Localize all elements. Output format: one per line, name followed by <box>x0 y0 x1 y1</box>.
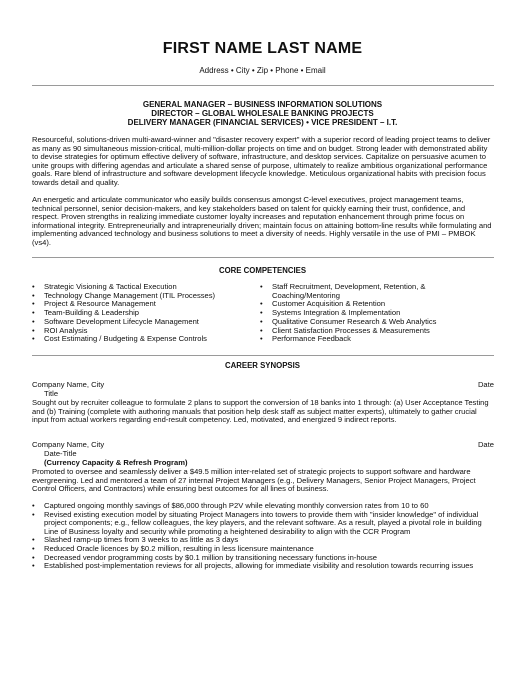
competency-item: • Performance Feedback <box>260 335 470 344</box>
achievement-item: • Reduced Oracle licences by $0.2 million, resulting in less licensure maintenance <box>32 545 494 554</box>
target-title: DELIVERY MANAGER (FINANCIAL SERVICES) • VICE PRESIDENT – I.T. <box>127 118 398 127</box>
competency-item: • Cost Estimating / Budgeting & Expense Controls <box>32 335 254 344</box>
summary-paragraph: Resourceful, solutions-driven multi-award-winner and "disaster recovery expert" with a superior record of leading project teams to deliver as many as 90 simultaneous mission-critical, multi-million-dollar projects on time and on budget. Strong leader with demonstrated ability to devise strategies for optimum effective delivery of software, infrastructure, and desktop services. Capitalize on persuasive acumen to unite groups with differing agendas and articulate a shared sense of purpose, ultimately to realize ambitious organizational performance goals. Rare blend of infrastructure and software development lifecycle knowledge. Meticulous organizational habits with precision focus towards detail and quality. <box>32 135 491 187</box>
competencies-left-list <box>32 283 254 344</box>
competency-item: • Technology Change Management (ITIL Processes) <box>32 292 254 301</box>
job-description: Sought out by recruiter colleague to formulate 2 plans to support the conversion of 18 banks into 1 through: (a) User Acceptance Testing and (b) Training (complete with authoring manuals that position help desk staff as subject matter experts), ultimately to gather crucial input from actual workers regarding end-result competency. Led, motivated, and energized 9 indirect reports. <box>32 398 489 425</box>
program-name: (Currency Capacity & Refresh Program) <box>44 458 188 467</box>
target-titles <box>0 100 525 127</box>
job-company-line <box>32 380 494 389</box>
job-title: Date-Title <box>44 449 77 458</box>
company-name: Company Name, City <box>32 380 105 389</box>
section-divider <box>32 257 494 258</box>
competency-item: • Qualitative Consumer Research & Web Analytics <box>260 318 470 327</box>
candidate-name: FIRST NAME LAST NAME <box>162 40 363 57</box>
header-divider <box>32 85 494 86</box>
section-divider <box>32 355 494 356</box>
achievement-item: • Revised existing execution model by situating Project Managers into towers to provide them with "insider knowledge" of individual project components; e.g., fellow colleagues, the key players, and the relevant software. As a result, played a pivotal role in building Line of Business loyalty and security while promoting a heightened desirability to align with the CCR Program <box>32 511 494 537</box>
job-date: Date <box>477 440 494 449</box>
job-company-line <box>32 440 494 449</box>
achievement-list <box>32 502 494 571</box>
competency-item: • Team-Building & Leadership <box>32 309 254 318</box>
competency-item: • Systems Integration & Implementation <box>260 309 470 318</box>
competency-item: • Staff Recruitment, Development, Retention, & Coaching/Mentoring <box>260 283 470 300</box>
target-title: GENERAL MANAGER – BUSINESS INFORMATION SOLUTIONS <box>142 100 383 109</box>
competency-item: • ROI Analysis <box>32 327 254 336</box>
target-title: DIRECTOR – GLOBAL WHOLESALE BANKING PROJECTS <box>151 109 374 118</box>
competency-item: • Customer Acquisition & Retention <box>260 300 470 309</box>
achievement-item: • Slashed ramp-up times from 3 weeks to as little as 3 days <box>32 536 494 545</box>
competency-item: • Project & Resource Management <box>32 300 254 309</box>
career-synopsis-heading: CAREER SYNOPSIS <box>225 361 300 370</box>
company-name: Company Name, City <box>32 440 105 449</box>
competencies-right-list <box>260 283 470 344</box>
core-competencies-heading: CORE COMPETENCIES <box>218 266 307 275</box>
job-title: Title <box>44 389 59 398</box>
achievement-item: • Decreased vendor programming costs by $0.1 million by transitioning necessary functions in-house <box>32 554 494 563</box>
competency-item: • Software Development Lifecycle Management <box>32 318 254 327</box>
achievement-item: • Captured ongoing monthly savings of $86,000 through P2V while elevating monthly conversion rates from 10 to 60 <box>32 502 494 511</box>
job-date: Date <box>477 380 494 389</box>
job-description: Promoted to oversee and seamlessly deliver a $49.5 million inter-related set of strategic projects to support software and hardware evergreening. Led and mentored a team of 27 internal Project Managers (e.g., Delivery Managers, Senior Project Managers, Project Control Officers, and Contractors) while ensuring best outcomes for all lines of business. <box>32 467 476 494</box>
contact-line: Address • City • Zip • Phone • Email <box>199 66 326 75</box>
summary-paragraph: An energetic and articulate communicator who easily builds consensus amongst C-level executives, project management teams, technical personnel, senior decision-makers, and key stakeholders based on talent for quickly earning their trust, confidence, and respect. Proven strengths in realizing immediate customer loyalty increases and reputation enhancement through prime focus on informational integrity. Entrepreneurially and intrapreneurially driven; maintain focus on attaining bottom-line results while formulating and implementing advanced technology and business solutions to meet a diversity of needs. Highly versatile in the use of PMI – PMBOK (vs4). <box>32 195 492 247</box>
achievement-item: • Established post-implementation reviews for all projects, allowing for immediate visibility and resolution towards recurring issues <box>32 562 494 571</box>
competency-item: • Client Satisfaction Processes & Measurements <box>260 327 470 336</box>
competency-item: • Strategic Visioning & Tactical Execution <box>32 283 254 292</box>
